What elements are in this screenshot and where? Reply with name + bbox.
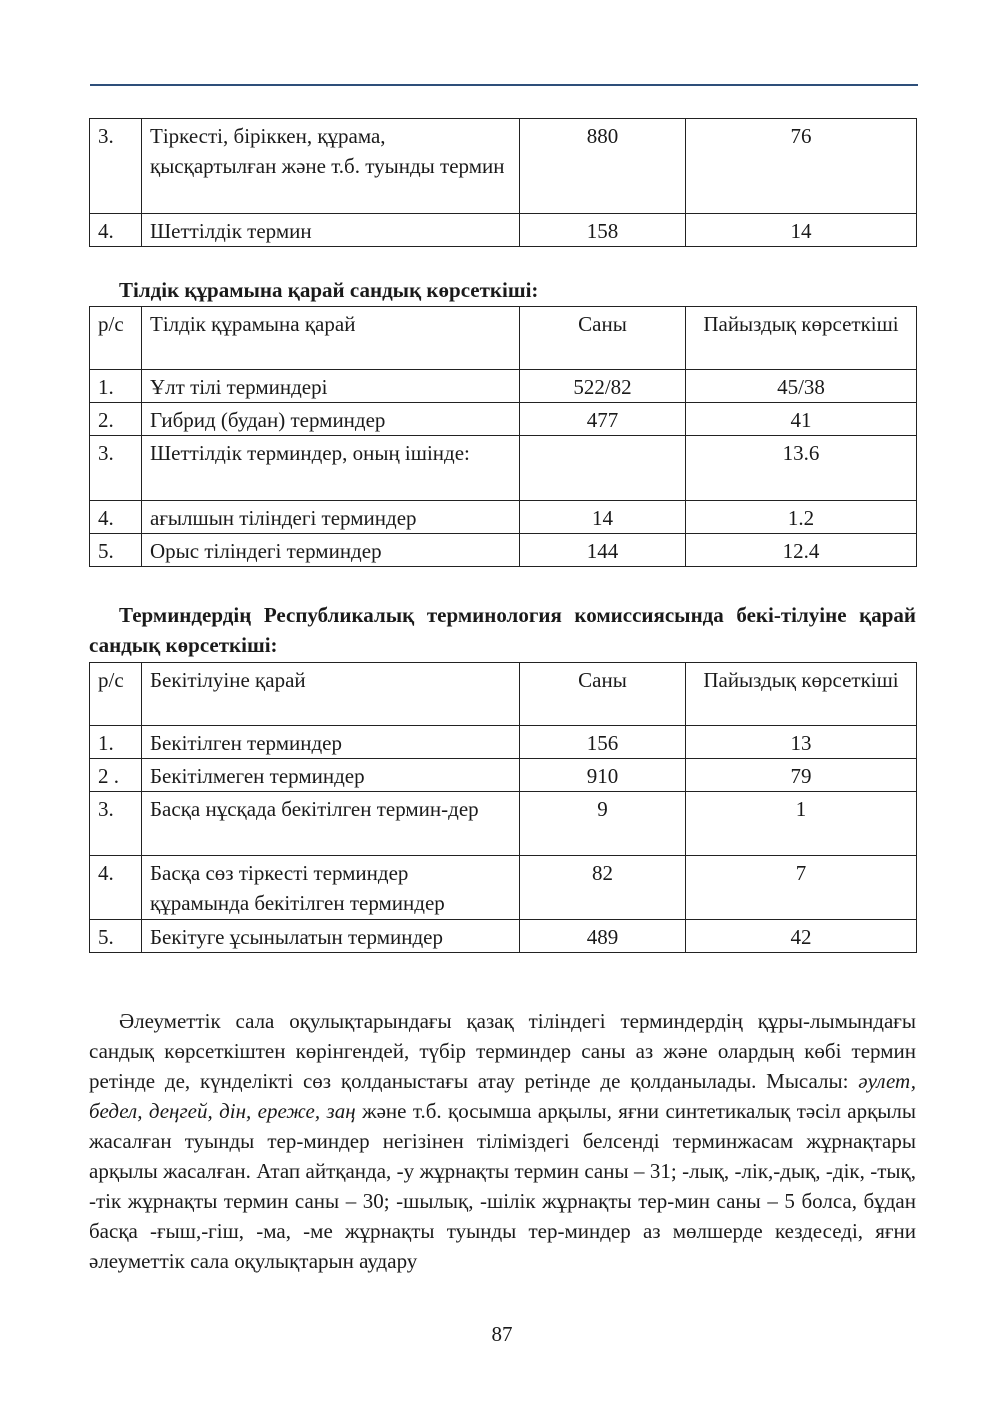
row-percent: 7 bbox=[686, 856, 917, 920]
table-row bbox=[90, 403, 917, 436]
row-percent: 13 bbox=[686, 726, 917, 759]
table-row bbox=[90, 119, 917, 214]
table-language-composition bbox=[89, 306, 917, 567]
row-percent: 1 bbox=[686, 792, 917, 856]
row-percent: 76 bbox=[686, 119, 917, 214]
header-percent: Пайыздық көрсеткіші bbox=[686, 307, 917, 370]
row-label: Тіркесті, біріккен, құрама, қысқартылған және т.б. туынды термин bbox=[142, 119, 520, 214]
row-number: 1. bbox=[90, 726, 142, 759]
row-percent: 14 bbox=[686, 214, 917, 247]
row-label: Ұлт тілі терминдері bbox=[142, 370, 520, 403]
table-row bbox=[90, 436, 917, 501]
row-number: 3. bbox=[90, 436, 142, 501]
table-row bbox=[90, 759, 917, 792]
row-count: 910 bbox=[520, 759, 686, 792]
table-row bbox=[90, 214, 917, 247]
row-percent: 1.2 bbox=[686, 501, 917, 534]
table-row bbox=[90, 534, 917, 567]
row-label: Бекітуге ұсынылатын терминдер bbox=[142, 920, 520, 953]
row-label: Шеттілдік термин bbox=[142, 214, 520, 247]
table-row bbox=[90, 501, 917, 534]
row-count: 489 bbox=[520, 920, 686, 953]
table-header-row bbox=[90, 663, 917, 726]
row-count: 82 bbox=[520, 856, 686, 920]
row-count bbox=[520, 436, 686, 501]
row-number: 1. bbox=[90, 370, 142, 403]
header-label: Бекітілуіне қарай bbox=[142, 663, 520, 726]
row-count: 156 bbox=[520, 726, 686, 759]
row-number: 2 . bbox=[90, 759, 142, 792]
row-count: 144 bbox=[520, 534, 686, 567]
row-percent: 42 bbox=[686, 920, 917, 953]
row-count: 158 bbox=[520, 214, 686, 247]
row-percent: 12.4 bbox=[686, 534, 917, 567]
header-label: Тілдік құрамына қарай bbox=[142, 307, 520, 370]
row-number: 3. bbox=[90, 792, 142, 856]
row-number: 4. bbox=[90, 501, 142, 534]
header-number: р/с bbox=[90, 663, 142, 726]
row-count: 522/82 bbox=[520, 370, 686, 403]
row-count: 880 bbox=[520, 119, 686, 214]
row-percent: 79 bbox=[686, 759, 917, 792]
row-label: Бекітілген терминдер bbox=[142, 726, 520, 759]
body-paragraph bbox=[89, 1006, 916, 1276]
row-label: Орыс тіліндегі терминдер bbox=[142, 534, 520, 567]
row-label: Бекітілмеген терминдер bbox=[142, 759, 520, 792]
row-count: 14 bbox=[520, 501, 686, 534]
table-term-structure-continued bbox=[89, 118, 917, 247]
row-number: 4. bbox=[90, 856, 142, 920]
row-label: Шеттілдік терминдер, оның ішінде: bbox=[142, 436, 520, 501]
header-count: Саны bbox=[520, 663, 686, 726]
row-percent: 45/38 bbox=[686, 370, 917, 403]
paragraph-text-start: Әлеуметтік сала оқулықтарындағы қазақ тіліндегі терминдердің құры-лымындағы сандық көрсеткіштен көрінгендей, түбір терминдер саны аз және олардың көбі термин ретінде де, күнделікті сөз қолданыстағы атау ретінде де қолданылады. Мысалы: bbox=[89, 1009, 916, 1093]
table-header-row bbox=[90, 307, 917, 370]
paragraph-examples: әулет, бедел, деңгей, дін, ереже, заң bbox=[89, 1069, 916, 1123]
table-row bbox=[90, 726, 917, 759]
row-label: ағылшын тіліндегі терминдер bbox=[142, 501, 520, 534]
header-percent: Пайыздық көрсеткіші bbox=[686, 663, 917, 726]
table-row bbox=[90, 920, 917, 953]
row-label: Басқа сөз тіркесті терминдер құрамында бекітілген терминдер bbox=[142, 856, 520, 920]
row-percent: 41 bbox=[686, 403, 917, 436]
row-number: 5. bbox=[90, 534, 142, 567]
row-label: Гибрид (будан) терминдер bbox=[142, 403, 520, 436]
section-heading-language: Тілдік құрамына қарай сандық көрсеткіші: bbox=[119, 278, 539, 302]
table-approval-status bbox=[89, 662, 917, 953]
paragraph-text-end: және т.б. қосымша арқылы, яғни синтетикалық тәсіл арқылы жасалған туынды тер-миндер негізінен тіліміздегі белсенді терминжасам жұрнақтары арқылы жасалған. Атап айтқанда, -у жұрнақты термин саны – 31; -лық, -лік,-дық, -дік, -тық, -тік жұрнақты термин саны – 30; -шылық, -шілік жұрнақты тер-мин саны – 5 болса, бұдан басқа -ғыш,-гіш, -ма, -ме жұрнақты туынды тер-миндер аз мөлшерде кездеседі, яғни әлеуметтік сала оқулықтарын аудару bbox=[89, 1099, 917, 1273]
header-rule bbox=[90, 84, 918, 86]
header-count: Саны bbox=[520, 307, 686, 370]
row-count: 9 bbox=[520, 792, 686, 856]
row-number: 4. bbox=[90, 214, 142, 247]
table-row bbox=[90, 856, 917, 920]
page-number: 87 bbox=[491, 1322, 513, 1346]
table-row bbox=[90, 792, 917, 856]
row-number: 2. bbox=[90, 403, 142, 436]
row-count: 477 bbox=[520, 403, 686, 436]
row-number: 5. bbox=[90, 920, 142, 953]
section-heading-approval: Терминдердің Республикалық терминология комиссиясында бекі-тілуіне қарай сандық көрсеткіші: bbox=[89, 603, 916, 657]
header-number: р/с bbox=[90, 307, 142, 370]
row-number: 3. bbox=[90, 119, 142, 214]
row-percent: 13.6 bbox=[686, 436, 917, 501]
row-label: Басқа нұсқада бекітілген термин-дер bbox=[142, 792, 520, 856]
table-row bbox=[90, 370, 917, 403]
